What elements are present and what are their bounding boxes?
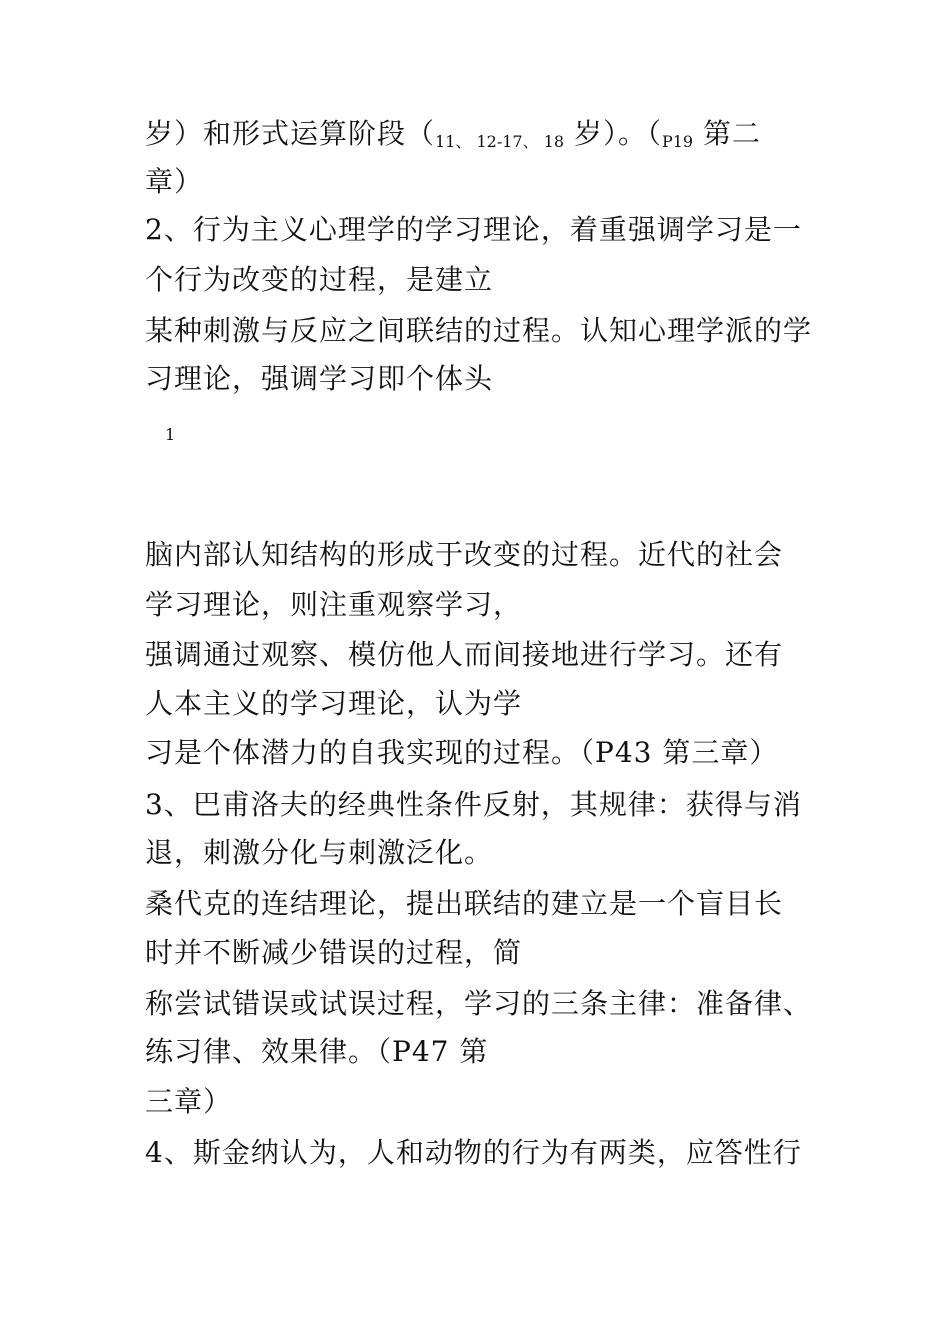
text-line: 练习律、效果律。（P47 第 bbox=[145, 1035, 489, 1068]
text-line: 三章） bbox=[145, 1085, 233, 1118]
page-reference: P19 bbox=[661, 132, 694, 151]
text-line bbox=[145, 114, 761, 162]
text-line: 人本主义的学习理论，认为学 bbox=[145, 687, 523, 720]
text-line: 时并不断减少错误的过程，简 bbox=[145, 936, 523, 969]
text-line: 脑内部认知结构的形成于改变的过程。近代的社会 bbox=[145, 538, 784, 571]
text-span: 第二 bbox=[693, 117, 761, 150]
text-line: 2、行为主义心理学的学习理论，着重强调学习是一 bbox=[145, 213, 802, 246]
age-range-text: 11、 12-17、 18 bbox=[435, 132, 565, 151]
text-line: 某种刺激与反应之间联结的过程。认知心理学派的学 bbox=[145, 314, 813, 347]
text-span: 岁）。（ bbox=[564, 117, 662, 150]
text-line: 习是个体潜力的自我实现的过程。（P43 第三章） bbox=[145, 736, 779, 769]
text-line: 习理论，强调学习即个体头 bbox=[145, 362, 494, 395]
text-line: 个行为改变的过程，是建立 bbox=[145, 263, 494, 296]
page-number: 1 bbox=[165, 425, 176, 444]
text-line: 退，刺激分化与刺激泛化。 bbox=[145, 836, 494, 869]
text-line: 章） bbox=[145, 165, 204, 198]
text-line: 学习理论，则注重观察学习， bbox=[145, 588, 523, 621]
text-line: 桑代克的连结理论，提出联结的建立是一个盲目长 bbox=[145, 887, 784, 920]
text-line: 4、斯金纳认为，人和动物的行为有两类，应答性行 bbox=[145, 1136, 802, 1169]
text-line: 强调通过观察、模仿他人而间接地进行学习。还有 bbox=[145, 638, 784, 671]
text-span: 岁）和形式运算阶段（ bbox=[145, 117, 436, 150]
text-line: 称尝试错误或试误过程，学习的三条主律：准备律、 bbox=[145, 987, 813, 1020]
text-line: 3、巴甫洛夫的经典性条件反射，其规律：获得与消 bbox=[145, 788, 802, 821]
